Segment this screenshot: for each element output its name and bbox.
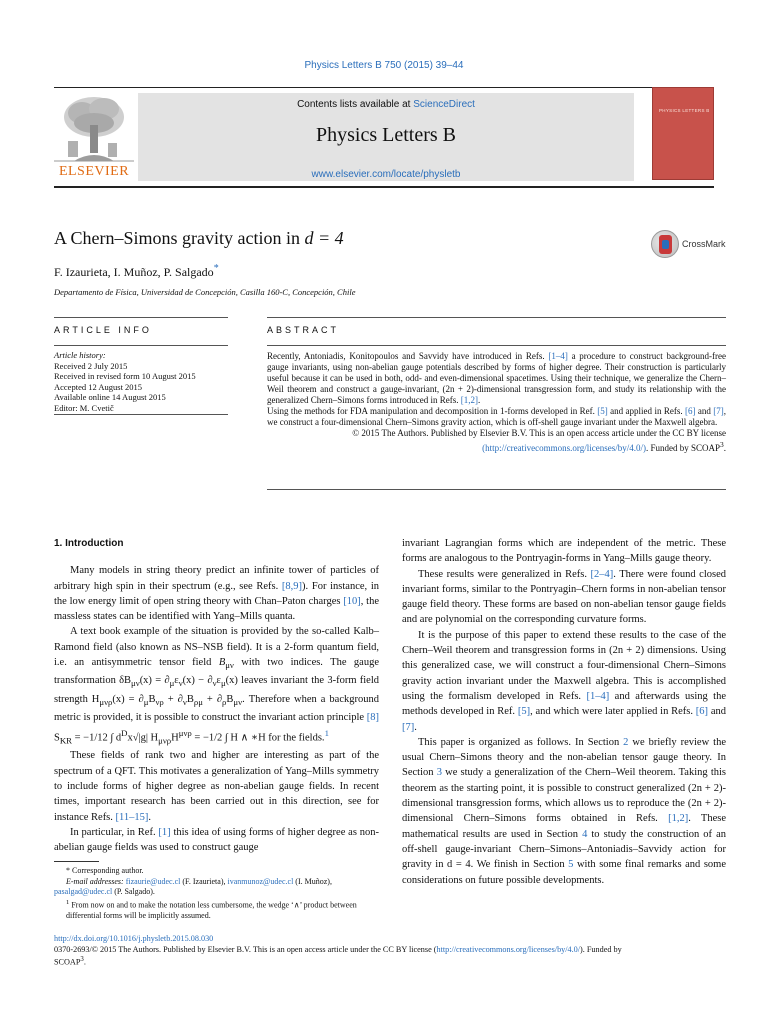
cover-title: PHYSICS LETTERS B xyxy=(659,108,710,113)
body-paragraph: invariant Lagrangian forms which are independent of the metric. These forms are analogous to the Pontryagin-forms in Yang–Mills gauge theory. xyxy=(402,538,726,565)
section-link[interactable]: 2 xyxy=(623,736,629,748)
citation-link[interactable]: [7] xyxy=(402,721,415,733)
body-paragraph: A text book example of the situation is provided by the so-called Kalb–Ramond field (also known as NS–NSB field). It is a 2-form quantum field, i.e. an antisymmetric tensor field $B_{\mu\nu}$ with two indices. The gauge transformation $\delta B_{\mu\nu}(x) = \partial_\mu\varepsilon_\nu(x) - \partial_\nu\varepsilon_\mu(x)$ leaves invariant the 3-form field strength $H_{\mu\nu\rho}(x) = \partial_\mu B_{\nu\rho} + \partial_\nu B_{\rho\mu} + \partial_\rho B_{\mu\nu}$. Therefore when a background metric is provided, it is possible to construct the invariant action principle [8] $S_{KR} = -1/12$ ∫ $d^Dx√|g|$ $H_{\mu\nu\rho}H^{\mu\nu\rho} = -1/2$ ∫ H ∧ ∗H for the fields.$^1$ xyxy=(54,626,379,746)
abstract-rule xyxy=(267,345,726,346)
title-math: d = 4 xyxy=(304,228,344,248)
citation-link[interactable]: [8,9] xyxy=(281,580,303,592)
body-paragraph: This paper is organized as follows. In Section 2 we briefly review the usual Chern–Simons theory and the non-abelian tensor gauge theory. In Section 3 we study a generalization of the Chern–Weil theorem. Taking this theorem as the starting point, it is possible to construct generalized (2n + 2)-dimensional transgression forms, which allows us to reproduce the (2n + 2)-dimensional Chern–Simons forms obtained in Refs. [1,2]. These mathematical results are used in Section 4 to study the construction of an off-shell gauge-invariant Chern–Simons–Antoniadis–Savvidy action for gravity in d = 4. We finish in Section 5 with some final remarks and some considerations on future possible developments. xyxy=(402,736,727,886)
abstract-heading: ABSTRACT xyxy=(267,325,340,335)
sciencedirect-link[interactable]: ScienceDirect xyxy=(413,99,475,110)
crossmark-icon xyxy=(651,230,679,258)
article-history xyxy=(54,350,229,413)
section-link[interactable]: 5 xyxy=(568,859,574,871)
license-statement: © 2015 The Authors. Published by Elsevier B.V. This is an open access article under the CC BY license (http://creativecommons.org/licenses/by/4.0/). Funded by SCOAP$^3$. xyxy=(352,428,726,453)
crossmark-label: CrossMark xyxy=(682,239,726,249)
article-info-heading: ARTICLE INFO xyxy=(54,325,152,335)
email-link[interactable]: pasalgad@udec.cl xyxy=(54,887,113,896)
citation-link[interactable]: [5] xyxy=(597,406,608,416)
doi-link[interactable]: http://dx.doi.org/10.1016/j.physletb.2015.08.030 xyxy=(54,934,214,943)
footnote-1: $^1$ From now on and to make the notation less cumbersome, the wedge ‘∧’ product between differential forms will be implicitly assumed. xyxy=(66,898,357,920)
abstract-top-rule xyxy=(267,317,726,318)
affiliation: Departamento de Física, Universidad de Concepción, Casilla 160-C, Concepción, Chile xyxy=(54,287,356,297)
author-list xyxy=(54,263,219,280)
corresponding-author-note: * Corresponding author. xyxy=(66,866,144,875)
history-label: Article history: xyxy=(54,350,106,360)
citation-link[interactable]: [6] xyxy=(695,706,709,718)
body-paragraph: These fields of rank two and higher are interesting as part of the spectrum of a QFT. This motivates a generalization of Yang–Mills symmetry to include forms of higher degree as non-abelian gauge fields. In recent times, important research has been carried out in this direction, see for instance Refs. [11–15]. xyxy=(54,750,379,823)
citation-link[interactable]: [6] xyxy=(684,406,696,416)
abstract-bottom-rule xyxy=(267,489,726,490)
footnote-link[interactable]: 1 xyxy=(324,727,329,738)
contents-line xyxy=(138,99,634,110)
body-paragraph: These results were generalized in Refs. [2–4]. There were found closed invariant forms, similar to the Pontryagin–Chern forms in non-abelian tensor gauge field theory. These forms are based on non-abelian tensor gauge fields and are polynomial on the corresponding curvature forms. xyxy=(402,568,727,626)
citation-link[interactable]: [10] xyxy=(343,595,361,607)
citation-link[interactable]: [2–4] xyxy=(590,568,614,580)
journal-reference[interactable]: Physics Letters B 750 (2015) 39–44 xyxy=(304,60,464,71)
citation-link[interactable]: [5] xyxy=(517,706,531,718)
crossmark-badge[interactable] xyxy=(651,230,731,262)
citation-link[interactable]: [1–4] xyxy=(586,690,610,702)
section-heading: 1. Introduction xyxy=(54,538,124,549)
body-column-left xyxy=(54,536,379,856)
license-link[interactable]: (http://creativecommons.org/licenses/by/4.0/) xyxy=(482,443,646,453)
journal-title: Physics Letters B xyxy=(316,124,456,146)
body-paragraph: It is the purpose of this paper to extend these results to the case of the Chern–Weil theorem and transgression forms in (2n + 2) dimensions. Using this generalized case, we will construct a four-dimensional Chern–Simons gravity action invariant under the Maxwell algebra. This is accomplished using the formalism developed in Refs. [1–4] and afterwards using the methods developed in Ref. [5], and which were later applied in Refs. [6] and [7]. xyxy=(402,629,726,733)
abstract-paragraph: Recently, Antoniadis, Konitopoulos and Savvidy have introduced in Refs. [1–4] a procedure to construct background-free gauge invariants, using non-abelian gauge potentials described by forms of higher degree. Their construction is particularly useful because it can be used in both, odd- and even-dimensional spacetimes. Using their technique, we generalize the Chern–Weil theorem and construct a gauge-invariant, (2n + 2)-dimensional transgression form, and study its relationship with the generalized Chern–Simons forms introduced in Refs. [1,2]. xyxy=(267,351,726,405)
revised-date: Received in revised form 10 August 2015 xyxy=(54,371,196,381)
doi-copyright xyxy=(54,934,726,968)
online-date: Available online 14 August 2015 xyxy=(54,392,166,402)
journal-banner xyxy=(138,93,634,181)
article-info-rule xyxy=(54,345,228,346)
footnote-rule xyxy=(54,861,99,862)
email-link[interactable]: ivanmunoz@udec.cl xyxy=(227,876,294,886)
contents-prefix: Contents lists available at xyxy=(297,99,414,110)
email-link[interactable]: fizaurie@udec.cl xyxy=(125,876,181,886)
abstract-paragraph: Using the methods for FDA manipulation and decomposition in 1-forms developed in Ref. [5] and applied in Refs. [6] and [7], we construct a four-dimensional Chern–Simons gravity action, which is off-shell gauge invariant under the Maxwell algebra. xyxy=(267,406,726,427)
section-link[interactable]: 4 xyxy=(582,828,588,840)
article-info-top-rule xyxy=(54,317,228,318)
corresponding-author-mark[interactable]: * xyxy=(213,263,219,274)
citation-link[interactable]: [8] xyxy=(366,712,379,724)
masthead xyxy=(54,88,714,180)
title-text: A Chern–Simons gravity action in xyxy=(54,228,305,248)
journal-homepage-link[interactable]: www.elsevier.com/locate/physletb xyxy=(311,169,461,180)
section-link[interactable]: 3 xyxy=(436,767,442,779)
citation-link[interactable]: [1] xyxy=(158,826,171,838)
paper-title xyxy=(54,228,344,249)
abstract-text xyxy=(267,351,726,454)
article-info-bottom-rule xyxy=(54,414,228,415)
citation-link[interactable]: [1–4] xyxy=(548,351,568,361)
accepted-date: Accepted 12 August 2015 xyxy=(54,381,143,392)
received-date: Received 2 July 2015 xyxy=(54,360,128,371)
body-column-right xyxy=(402,536,726,888)
citation-link[interactable]: [11–15] xyxy=(115,811,149,823)
journal-cover-image[interactable] xyxy=(652,87,714,180)
masthead-bottom-rule xyxy=(54,186,714,188)
editor: Editor: M. Cvetič xyxy=(54,402,114,413)
body-paragraph: In particular, in Ref. [1] this idea of using forms of higher degree as non-abelian gauge fields was used to construct gauge xyxy=(54,826,379,854)
elsevier-logo-text: ELSEVIER xyxy=(58,164,130,179)
author-names: F. Izaurieta, I. Muñoz, P. Salgado xyxy=(54,265,214,279)
email-addresses-cont: pasalgad@udec.cl (P. Salgado). xyxy=(54,887,155,896)
citation-link[interactable]: [7] xyxy=(713,406,724,416)
citation-link[interactable]: [1,2] xyxy=(668,813,689,825)
citation-link[interactable]: [1,2] xyxy=(460,395,478,405)
email-addresses: E-mail addresses: fizaurie@udec.cl (F. Izaurieta), ivanmunoz@udec.cl (I. Muñoz), xyxy=(66,876,332,886)
body-paragraph: Many models in string theory predict an infinite tower of particles of arbitrary high spin in their spectrum (e.g., see Refs. [8,9]). For instance, in the low energy limit of open string theory with Chan–Paton charges [10], the massless states can be identified with Yang–Mills quanta. xyxy=(54,565,380,623)
footnotes xyxy=(54,866,379,921)
license-link[interactable]: http://creativecommons.org/licenses/by/4.0/ xyxy=(436,944,581,954)
copyright-line: 0370-2693/© 2015 The Authors. Published by Elsevier B.V. This is an open access article under the CC BY license (http://creativecommons.org/licenses/by/4.0/). Funded by SCOAP$^3$. xyxy=(54,944,622,967)
